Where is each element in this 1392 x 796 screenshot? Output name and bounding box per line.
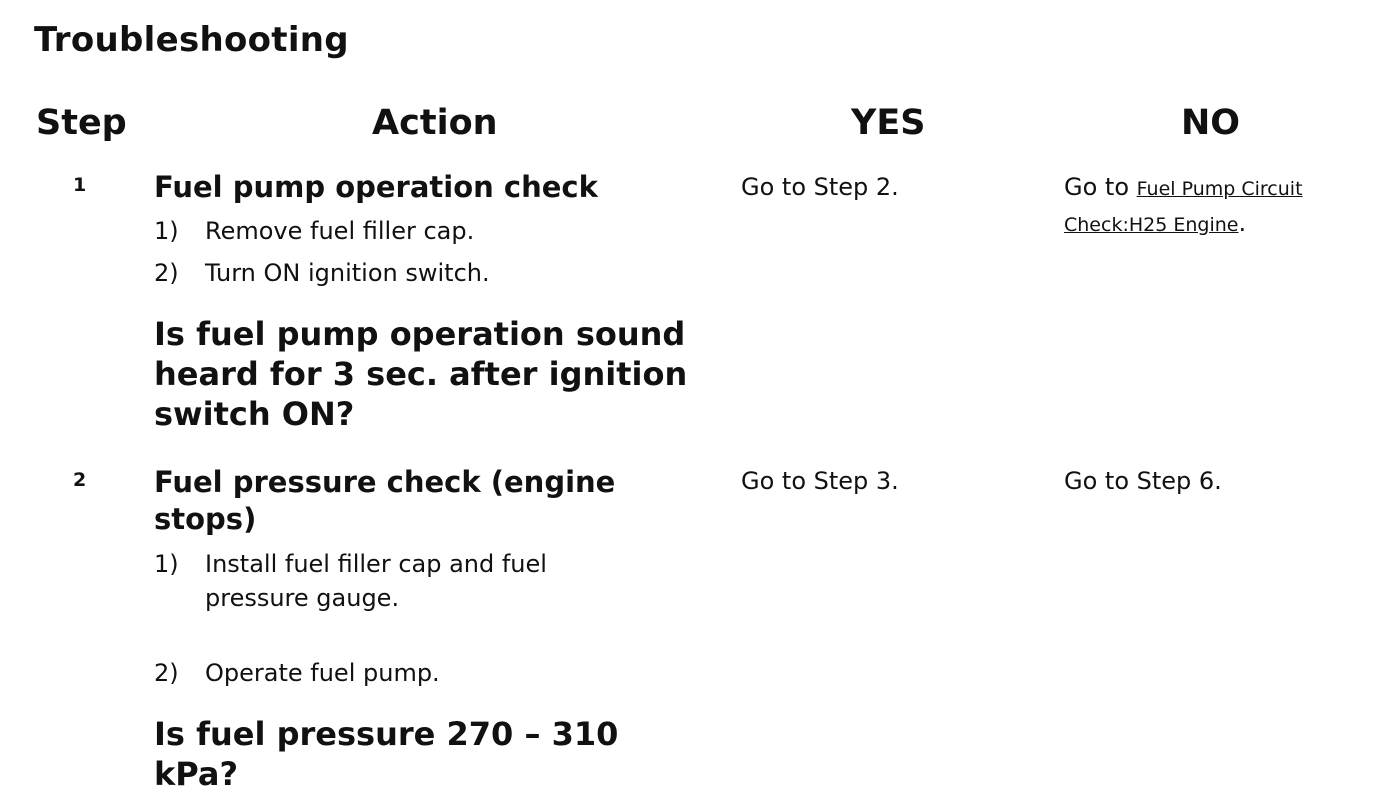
action-item-text: Install fuel filler cap and fuel pressure gauge. bbox=[205, 550, 547, 612]
yes-cell: Go to Step 2. bbox=[741, 173, 899, 201]
action-item bbox=[154, 256, 714, 290]
action-item bbox=[154, 214, 714, 248]
action-item-text: Remove fuel filler cap. bbox=[205, 217, 475, 245]
step-number: 2 bbox=[73, 469, 87, 491]
action-item-number: 2) bbox=[154, 659, 179, 687]
no-cell: Go to Step 6. bbox=[1064, 467, 1222, 495]
action-title: Fuel pressure check (engine stops) bbox=[154, 465, 616, 536]
action-question: Is fuel pump operation sound heard for 3 sec. after ignition switch ON? bbox=[154, 315, 688, 433]
no-cell-suffix: . bbox=[1238, 209, 1247, 237]
action-item-number: 2) bbox=[154, 259, 179, 287]
header-step: Step bbox=[36, 103, 127, 143]
action-item bbox=[154, 547, 714, 615]
yes-cell: Go to Step 3. bbox=[741, 467, 899, 495]
header-action: Action bbox=[372, 103, 498, 143]
action-title: Fuel pump operation check bbox=[154, 170, 598, 204]
page-title: Troubleshooting bbox=[34, 20, 349, 60]
no-cell bbox=[1064, 170, 1364, 242]
no-cell-prefix: Go to bbox=[1064, 173, 1130, 201]
action-item-text: Operate fuel pump. bbox=[205, 659, 440, 687]
action-item-text: Turn ON ignition switch. bbox=[205, 259, 490, 287]
action-question: Is fuel pressure 270 – 310 kPa? bbox=[154, 715, 619, 793]
header-no: NO bbox=[1181, 103, 1241, 143]
action-item bbox=[154, 656, 714, 690]
action-item-number: 1) bbox=[154, 550, 179, 578]
fuel-pump-circuit-check-link[interactable]: Fuel Pump Circuit Check:H25 Engine bbox=[1064, 178, 1303, 236]
header-yes: YES bbox=[851, 103, 926, 143]
action-item-number: 1) bbox=[154, 217, 179, 245]
step-number: 1 bbox=[73, 174, 87, 196]
